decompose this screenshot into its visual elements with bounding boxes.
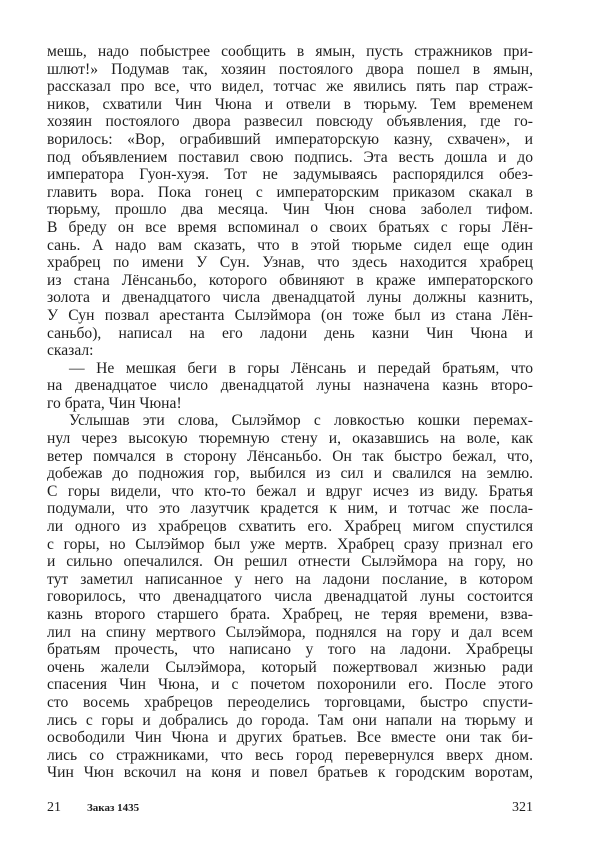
text-line: под объявлением поставил свою подпись. Эта весть дошла и до <box>47 148 533 166</box>
text-line: тюрьму, прошло два месяца. Чин Чюн снова заболел тифом. <box>47 201 533 219</box>
text-line: сань. А надо вам сказать, что в этой тюрьме сидел еще один <box>47 236 533 254</box>
page-footer <box>47 800 533 818</box>
text-line: лись со стражниками, что весь город перевернулся вверх дном. <box>47 746 533 764</box>
text-line: саньбо), написал на его ладони день казни Чин Чюна и <box>47 324 533 342</box>
text-line: золота и двенадцатого числа двенадцатой луны должны казнить, <box>47 289 533 307</box>
text-line: очень жалели Сылэймора, который пожертвовал жизнью ради <box>47 658 533 676</box>
text-line: на двенадцатое число двенадцатой луны назначена казнь второ- <box>47 377 533 395</box>
text-line: сказал: <box>47 342 94 360</box>
text-line: казнь второго старшего брата. Храбрец, не теряя времени, взва- <box>47 606 533 623</box>
page-number: 321 <box>512 800 533 815</box>
text-line: сто восемь храбрецов переоделись торговцами, быстро спусти- <box>47 693 533 711</box>
text-line: ли одного из храбрецов схватить его. Храбрец мигом спустился <box>47 518 533 536</box>
text-line: го брата, Чин Чюна! <box>47 394 182 412</box>
text-line: мешь, надо побыстрее сообщить в ямын, пусть стражников при- <box>47 43 533 60</box>
text-line: ворилось: «Вор, ограбивший императорскую казну, схвачен», и <box>47 130 533 148</box>
text-line: ников, схватили Чин Чюна и отвели в тюрьму. Тем временем <box>47 95 533 113</box>
text-line: С горы видели, что кто-то бежал и вдруг исчез из виду. Братья <box>47 482 533 500</box>
text-line: лил на спину мертвого Сылэймора, поднялся на гору и дал всем <box>47 623 533 641</box>
text-line: говорилось, что двенадцатого числа двенадцатой луны состоится <box>47 588 533 606</box>
text-line: ветер помчался в сторону Лёнсаньбо. Он так быстро бежал, что, <box>47 447 533 465</box>
text-line: и сильно опечалился. Он решил отнести Сылэймора на гору, но <box>47 553 533 571</box>
page-body <box>47 43 533 782</box>
text-line: шлют!» Подумав так, хозяин постоялого двора пошел в ямын, <box>47 60 533 78</box>
text-line: императора Гуон-хуэя. Тот не задумываясь распорядился обез- <box>47 166 533 184</box>
text-line: лись с горы и добрались до города. Там они напали на тюрьму и <box>47 711 533 729</box>
signature-mark: 21 <box>47 800 61 815</box>
text-line: подумали, что это лазутчик крадется к ним, и тотчас же посла- <box>47 500 533 518</box>
text-line: рассказал про все, что видел, тотчас же явились пять пар страж- <box>47 78 533 96</box>
text-line: У Сун позвал арестанта Сылэймора (он тоже был из стана Лён- <box>47 306 533 324</box>
text-line: братьям прочесть, что написано у того на ладони. Храбрецы <box>47 641 533 659</box>
text-line: Услышав эти слова, Сылэймор с ловкостью кошки перемах- <box>69 412 533 430</box>
text-line: освободили Чин Чюна и других братьев. Все вместе они так би- <box>47 729 533 747</box>
text-line: храбрец по имени У Сун. Узнав, что здесь находится храбрец <box>47 254 533 272</box>
text-line: — Не мешкая беги в горы Лёнсань и передай братьям, что <box>69 359 533 377</box>
text-line: нул через высокую тюремную стену и, оказавшись на воле, как <box>47 430 533 448</box>
text-line: спасения Чин Чюна, и с почетом похоронили его. После этого <box>47 676 533 694</box>
text-line: В бреду он все время вспоминал о своих братьях с горы Лён- <box>47 218 533 236</box>
text-line: из стана Лёнсаньбо, которого обвиняют в краже императорского <box>47 271 533 289</box>
text-line: тут заметил написанное у него на ладони послание, в котором <box>47 570 533 588</box>
text-line: с горы, но Сылэймор был уже мертв. Храбрец сразу признал его <box>47 535 533 553</box>
text-line: Чин Чюн вскочил на коня и повел братьев к городским воротам, <box>47 764 533 782</box>
text-line: хозяин постоялого двора развесил повсюду объявления, где го- <box>47 113 533 131</box>
text-line: главить вора. Пока гонец с императорским приказом скакал в <box>47 183 533 201</box>
print-order: Заказ 1435 <box>87 802 140 814</box>
text-line: добежав до подножия гор, выбился из сил и свалился на землю. <box>47 465 533 483</box>
